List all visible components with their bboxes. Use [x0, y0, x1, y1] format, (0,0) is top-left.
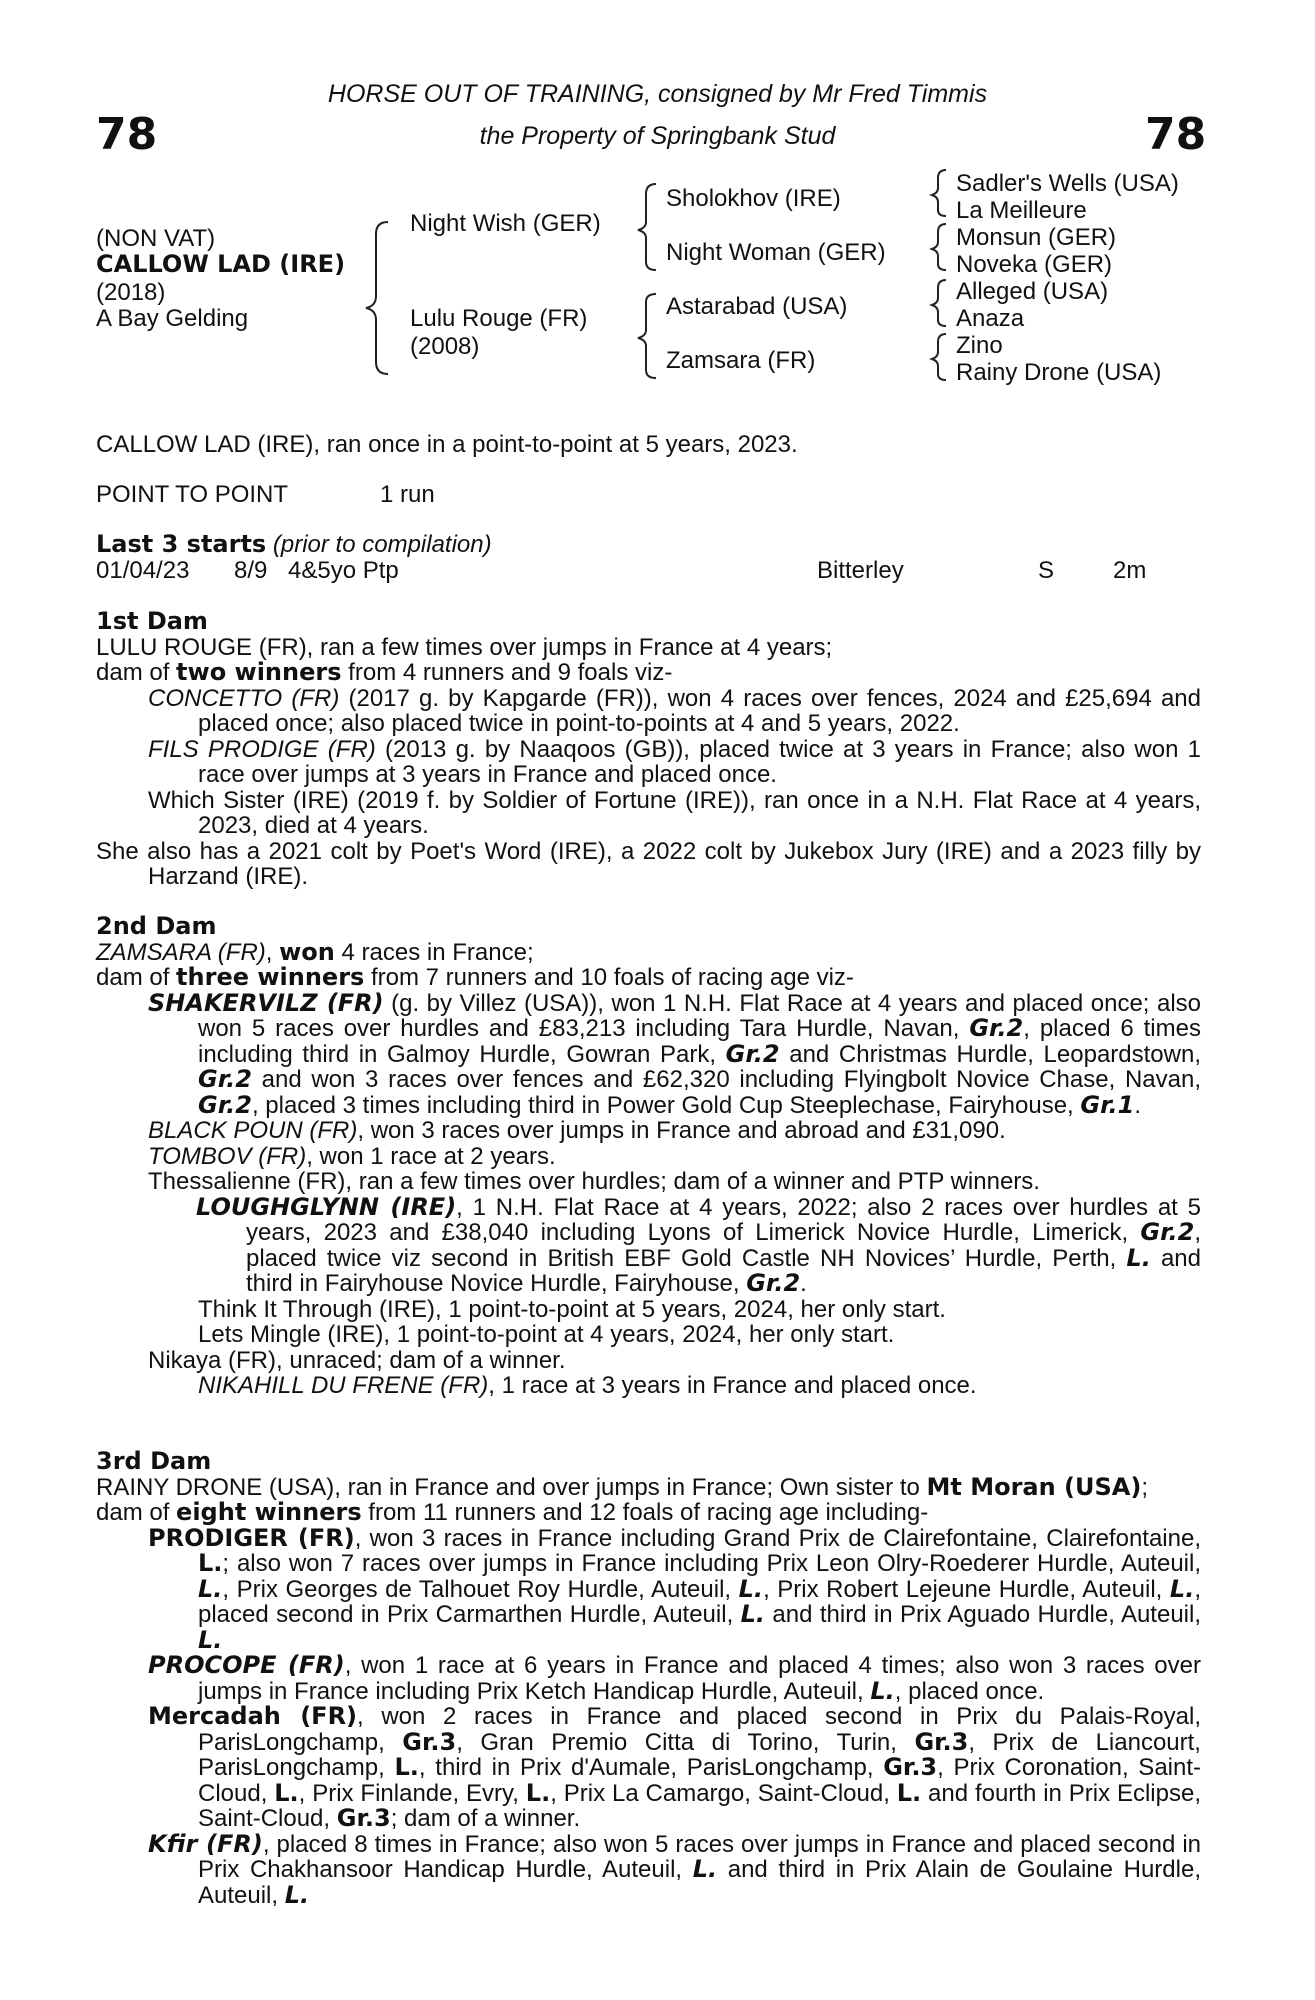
list-item: Which Sister (IRE) (2019 f. by Soldier of Fortune (IRE)), ran once in a N.H. Flat Race at 4 years, 2023, died at 4 years. — [148, 786, 1201, 839]
list-item: Kfir (FR), placed 8 times in France; also won 5 races over jumps in France and placed second in Prix Chakhansoor Handicap Hurdle, Auteuil, L. and third in Prix Alain de Goulaine Hurdle, Auteuil, L. — [148, 1829, 1201, 1909]
dam-dam: Zamsara (FR) — [666, 347, 816, 374]
list-item: Nikaya (FR), unraced; dam of a winner. — [148, 1346, 566, 1374]
gen3-8: Rainy Drone (USA) — [956, 359, 1162, 386]
list-item: NIKAHILL DU FRENE (FR), 1 race at 3 years in France and placed once. — [198, 1372, 977, 1399]
main-brace-icon — [366, 222, 388, 374]
horse-name: CALLOW LAD (IRE) — [96, 250, 346, 278]
last-starts-heading — [96, 532, 492, 558]
first-dam-section — [96, 609, 1201, 890]
list-item: FILS PRODIGE (FR) (2013 g. by Naaqoos (GB)), placed twice at 3 years in France; also won 1 race over jumps at 3 years in France and placed once. — [148, 735, 1201, 788]
consignment-line: HORSE OUT OF TRAINING, consigned by Mr Fred Timmis — [327, 80, 988, 108]
third-dam-section — [96, 1449, 1201, 1908]
list-item: Thessalienne (FR), ran a few times over hurdles; dam of a winner and PTP winners. — [148, 1168, 1040, 1195]
list-item: SHAKERVILZ (FR) (g. by Villez (USA)), won 1 N.H. Flat Race at 4 years and placed once; also won 5 races over hurdles and £83,213 including Tara Hurdle, Navan, Gr.2, placed 6 times including third in Galmoy Hurdle, Gowran Park, Gr.2 and Christmas Hurdle, Leopardstown, Gr.2 and won 3 races over fences and £62,320 including Flyingbolt Novice Chase, Navan, Gr.2, placed 3 times including third in Power Gold Cup Steeplechase, Fairyhouse, Gr.1. — [148, 988, 1201, 1119]
sire-sire: Sholokhov (IRE) — [666, 185, 841, 212]
last-starts-title: Last 3 starts — [96, 530, 267, 558]
list-item: PROCOPE (FR), won 1 race at 6 years in France and placed 4 times; also won 3 races over jumps in France including Prix Ketch Handicap Hurdle, Auteuil, L., placed once. — [148, 1651, 1201, 1705]
property-line: the Property of Springbank Stud — [479, 122, 836, 150]
list-item: BLACK POUN (FR), won 3 races over jumps in France and abroad and £31,090. — [148, 1117, 1006, 1144]
second-dam-section — [96, 914, 1201, 1399]
list-item: Mercadah (FR), won 2 races in France and placed second in Prix du Palais-Royal, ParisLongchamp, Gr.3, Gran Premio Citta di Torino, Turin, Gr.3, Prix de Liancourt, ParisLongchamp, L., third in Prix d'Aumale, ParisLongchamp, Gr.3, Prix Coronation, Saint-Cloud, L., Prix Finlande, Evry, L., Prix La Camargo, Saint-Cloud, L. and fourth in Prix Eclipse, Saint-Cloud, Gr.3; dam of a winner. — [148, 1702, 1202, 1832]
dam-brace-icon — [638, 294, 656, 378]
last-starts-note: (prior to compilation) — [272, 531, 492, 558]
sire-brace-icon — [638, 184, 656, 270]
gen3-5: Alleged (USA) — [956, 278, 1109, 305]
gen3-brace-4-icon — [932, 334, 946, 380]
start-distance: 2m — [1113, 557, 1147, 584]
gen3-7: Zino — [956, 332, 1003, 359]
record-value: 1 run — [380, 481, 435, 508]
pedigree-braces — [0, 0, 1315, 400]
start-course: Bitterley — [817, 557, 904, 584]
section-heading: 2nd Dam — [96, 912, 217, 940]
third-dam-line: RAINY DRONE (USA), ran in France and over jumps in France; Own sister to Mt Moran (USA); — [96, 1472, 1149, 1501]
gen3-brace-2-icon — [932, 224, 946, 270]
gen3-3: Monsun (GER) — [956, 224, 1117, 251]
list-item: Think It Through (IRE), 1 point-to-point at 5 years, 2024, her only start. — [198, 1295, 946, 1323]
foaling-year: (2018) — [96, 279, 166, 306]
lot-number-left: 78 — [96, 109, 158, 160]
dam-sire: Astarabad (USA) — [666, 293, 848, 320]
gen3-2: La Meilleure — [956, 197, 1087, 224]
second-dam-produce-line: dam of three winners from 7 runners and 10 foals of racing age viz- — [96, 963, 854, 991]
sire: Night Wish (GER) — [410, 210, 601, 237]
start-race: 4&5yo Ptp — [288, 557, 399, 584]
sire-dam: Night Woman (GER) — [666, 239, 886, 266]
second-dam-line: ZAMSARA (FR), won 4 races in France; — [96, 937, 534, 966]
gen3-4: Noveka (GER) — [956, 251, 1113, 278]
horse-description: A Bay Gelding — [96, 305, 249, 332]
gen3-1: Sadler's Wells (USA) — [956, 170, 1179, 197]
list-item: PRODIGER (FR), won 3 races in France including Grand Prix de Clairefontaine, Clairefontaine, L.; also won 7 races over jumps in France including Prix Leon Olry-Roederer Hurdle, Auteuil, L., Prix Georges de Talhouet Roy Hurdle, Auteuil, L., Prix Robert Lejeune Hurdle, Auteuil, L., placed second in Prix Carmarthen Hurdle, Auteuil, L. and third in Prix Aguado Hurdle, Auteuil, L. — [148, 1523, 1201, 1654]
vat-status: (NON VAT) — [96, 225, 216, 252]
start-placing: 8/9 — [234, 557, 268, 584]
list-item: TOMBOV (FR), won 1 race at 2 years. — [148, 1142, 556, 1170]
start-going: S — [1038, 557, 1055, 584]
dam: Lulu Rouge (FR) — [410, 305, 588, 332]
section-heading: 3rd Dam — [96, 1447, 212, 1475]
section-heading: 1st Dam — [96, 607, 208, 635]
gen3-6: Anaza — [956, 305, 1025, 332]
race-summary: CALLOW LAD (IRE), ran once in a point-to-point at 5 years, 2023. — [96, 431, 798, 458]
dam-year: (2008) — [410, 333, 480, 360]
list-item: LOUGHGLYNN (IRE), 1 N.H. Flat Race at 4 years, 2022; also 2 races over hurdles at 5 years, 2023 and £38,040 including Lyons of Limerick Novice Hurdle, Limerick, Gr.2, placed twice viz second in British EBF Gold Castle NH Novices’ Hurdle, Perth, L. and third in Fairyhouse Novice Hurdle, Fairyhouse, Gr.2. — [196, 1192, 1202, 1297]
gen3-brace-3-icon — [932, 280, 946, 326]
record-label: POINT TO POINT — [96, 481, 289, 508]
list-item: CONCETTO (FR) (2017 g. by Kapgarde (FR)), won 4 races over fences, 2024 and £25,694 and placed once; also placed twice in point-to-points at 4 and 5 years, 2022. — [148, 684, 1201, 737]
start-date: 01/04/23 — [96, 557, 190, 584]
third-dam-produce-line: dam of eight winners from 11 runners and 12 foals of racing age including- — [96, 1498, 929, 1526]
list-item: She also has a 2021 colt by Poet's Word (IRE), a 2022 colt by Jukebox Jury (IRE) and a 2023 filly by Harzand (IRE). — [96, 837, 1201, 890]
lot-number-right: 78 — [1145, 109, 1207, 160]
first-dam-produce-line: dam of two winners from 4 runners and 9 foals viz- — [96, 658, 673, 686]
gen3-brace-1-icon — [932, 170, 946, 216]
first-dam-line: LULU ROUGE (FR), ran a few times over jumps in France at 4 years; — [96, 633, 833, 661]
list-item: Lets Mingle (IRE), 1 point-to-point at 4 years, 2024, her only start. — [198, 1321, 895, 1348]
